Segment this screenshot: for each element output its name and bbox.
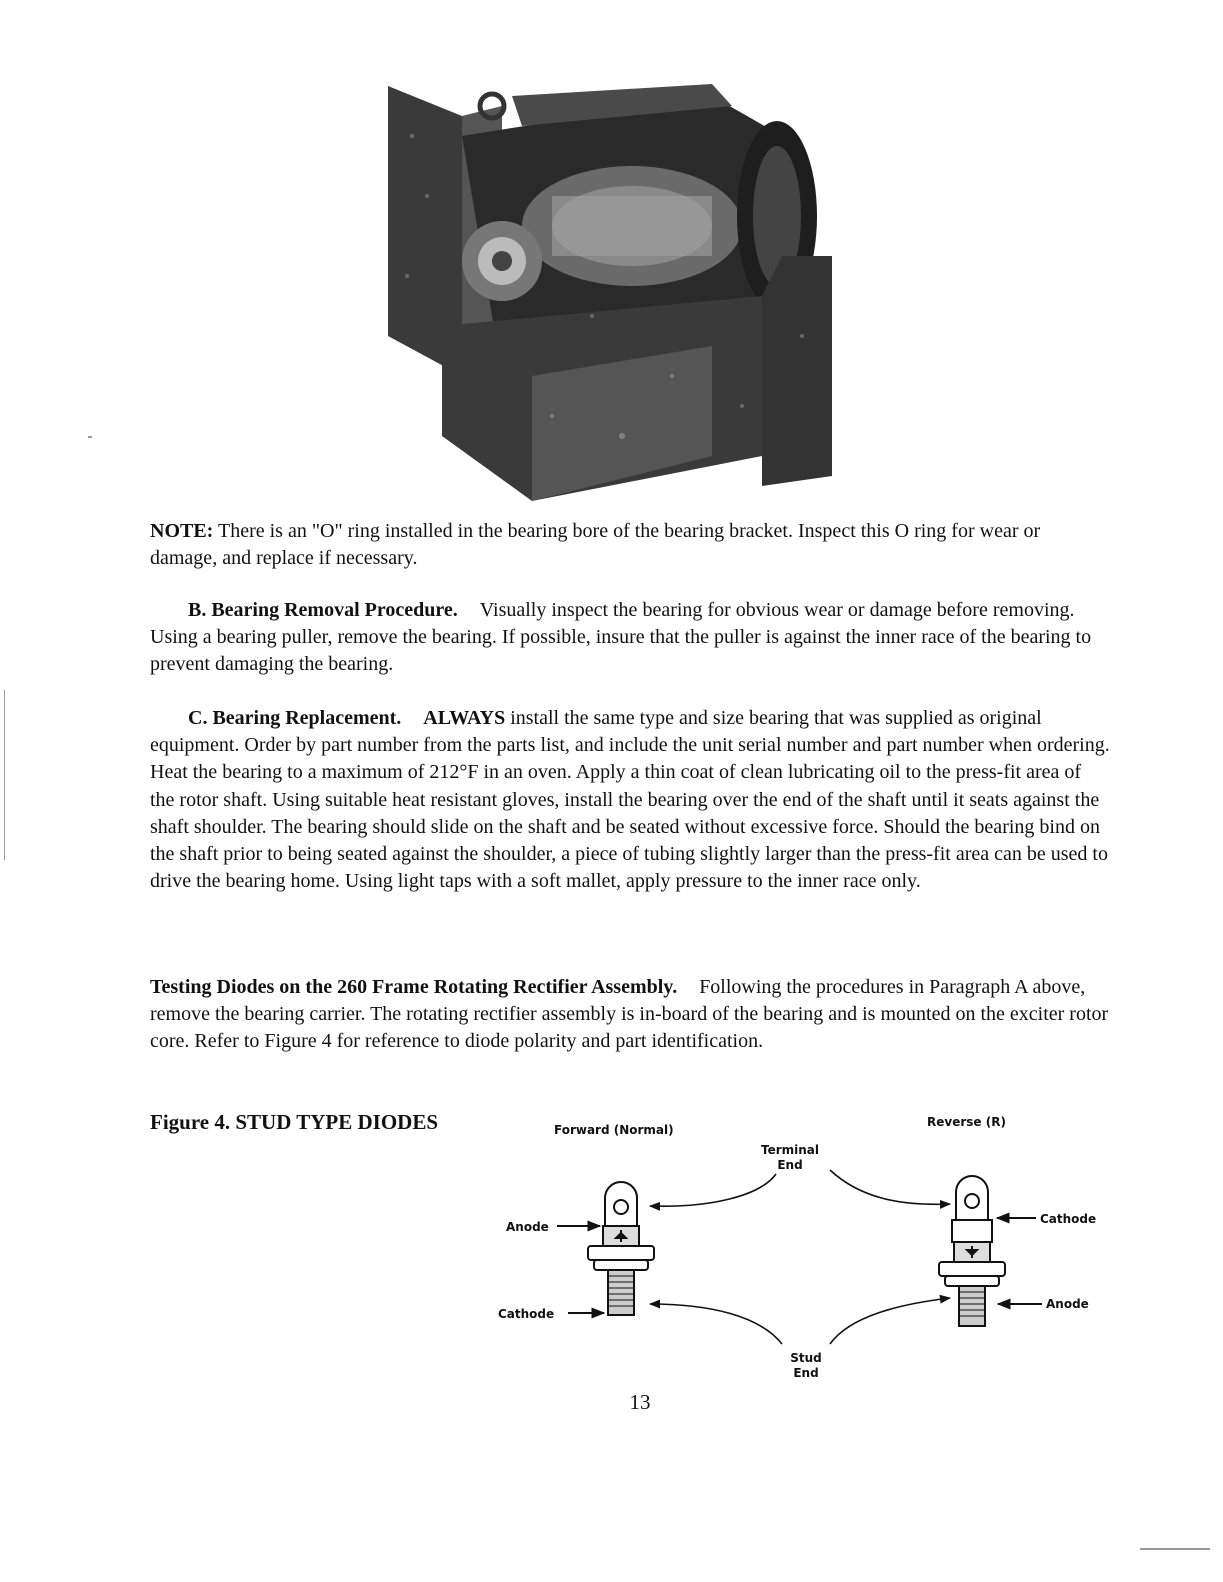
section-bearing-replacement (150, 705, 1110, 895)
section-b-title: B. Bearing Removal Procedure. (188, 599, 458, 621)
forward-diode (588, 1182, 654, 1315)
section-testing-diodes (150, 974, 1110, 1056)
forward-top-label: Anode (506, 1220, 549, 1234)
section-b-text: Visually inspect the bearing for obvious wear or damage before removing. Using a bearing puller, remove the bearing. If possible, insure that the puller is against the inner race of the bearing to prevent damaging the bearing. (150, 599, 1092, 676)
section-c-text: install the same type and size bearing that was supplied as original equipment. Order by part number from the parts list, and include the unit serial number and part number when ordering. Heat the bearing to a maximum of 212°F in an oven. Apply a thin coat of clean lubricating oil to the press-fit area of the rotor shaft. Using suitable heat resistant gloves, install the bearing over the end of the shaft until it seats against the shaft shoulder. The bearing should slide on the shaft and be seated without excessive force. Should the bearing bind on the shaft prior to being seated against the shoulder, a piece of tubing slightly larger than the press-fit area can be used to drive the bearing home. Using light taps with a soft mallet, apply pressure to the inner race only. (150, 707, 1110, 893)
terminal-end-label-line2: End (777, 1158, 803, 1172)
stud-end-label-line2: End (793, 1366, 819, 1380)
scan-margin-line (4, 690, 5, 860)
reverse-label: Reverse (R) (927, 1115, 1006, 1129)
section-testing-title: Testing Diodes on the 260 Frame Rotating Rectifier Assembly. (150, 976, 678, 998)
page-number: 13 (629, 1390, 651, 1414)
section-testing-text: Following the procedures in Paragraph A above, remove the bearing carrier. The rotating rectifier assembly is in-board of the bearing and is mounted on the exciter rotor core. Refer to Figure 4 for reference to diode polarity and part identification. (150, 976, 1109, 1053)
note-label: NOTE: (150, 520, 214, 542)
figure-caption: Figure 4. STUD TYPE DIODES (150, 1110, 439, 1134)
scan-speck (88, 436, 92, 438)
note-paragraph (150, 518, 1110, 572)
section-c-emphasis: ALWAYS (423, 707, 506, 729)
stud-end-label-line1: Stud (790, 1351, 822, 1365)
reverse-diode (939, 1176, 1005, 1326)
reverse-bottom-label: Anode (1046, 1297, 1089, 1311)
forward-label: Forward (Normal) (554, 1123, 674, 1137)
forward-bottom-label: Cathode (498, 1307, 555, 1321)
reverse-top-label: Cathode (1040, 1212, 1097, 1226)
stud-diode-diagram (490, 1108, 1130, 1398)
section-bearing-removal (150, 597, 1110, 679)
terminal-end-label-line1: Terminal (760, 1143, 820, 1157)
note-text: There is an "O" ring installed in the bearing bore of the bearing bracket. Inspect this O ring for wear or damage, and replace if necessary. (150, 520, 1041, 570)
section-c-title: C. Bearing Replacement. (188, 707, 402, 729)
scan-edge-mark (1140, 1548, 1210, 1550)
generator-cutaway-photo (382, 76, 842, 506)
